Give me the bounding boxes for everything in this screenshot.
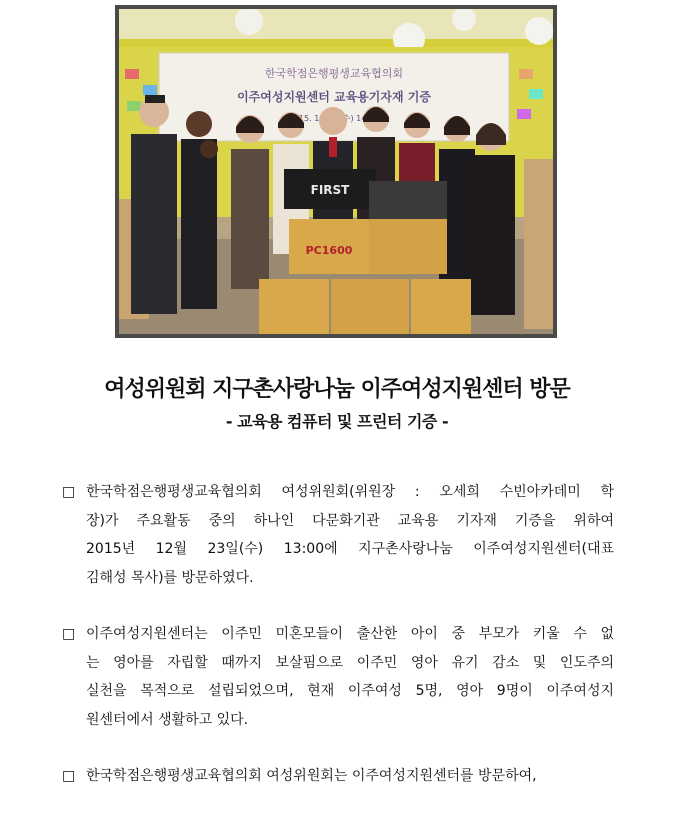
paragraph-2-line-3: 실천을 목적으로 설립되었으며, 현재 이주여성 5명, 영아 9명이 이주여성지: [86, 683, 614, 699]
paragraph-1-line-4: 김해성 목사)를 방문하였다.: [86, 569, 254, 586]
paragraph-2-line-4: 원센터에서 생활하고 있다.: [86, 711, 249, 728]
paragraph-1-line-1: 한국학점은행평생교육협의회 여성위원회(위원장 : 오세희 수빈아카데미 학: [86, 484, 614, 500]
paragraph-1-line-2: 장)가 주요활동 중의 하나인 다문화기관 교육용 기자재 기증을 위하여: [86, 512, 614, 529]
article-subtitle: - 교육용 컴퓨터 및 프린터 기증 -: [225, 412, 449, 431]
paragraph-1-line-3: 2015년 12월 23일(수) 13:00에 지구촌사랑나눔 이주여성지원센터(대표: [86, 541, 614, 557]
photo-scene: [119, 9, 553, 334]
article-title: 여성위원회 지구촌사랑나눔 이주여성지원센터 방문: [104, 377, 570, 402]
paragraph-2: [62, 620, 614, 734]
donated-boxes: [259, 169, 471, 334]
bullet: □: [62, 626, 76, 642]
banner-text-2: 이주여성지원센터 교육용기자재 기증: [237, 90, 431, 104]
bullet: □: [62, 484, 76, 500]
paragraph-2-line-2: 는 영아를 자립할 때까지 보살핌으로 이주민 영아 유기 감소 및 인도주의: [86, 654, 614, 671]
bullet: □: [62, 768, 76, 784]
photo-illustration: [119, 9, 553, 334]
article-heading: [0, 375, 674, 435]
box-label-2: PC1600: [305, 244, 353, 257]
group-photo: [115, 5, 557, 338]
paragraph-2-line-1: 이주여성지원센터는 이주민 미혼모들이 출산한 아이 중 부모가 키울 수 없: [86, 626, 614, 642]
paragraph-3: [62, 762, 614, 791]
banner-text-1: 한국학점은행평생교육협의회: [264, 67, 404, 80]
paragraph-3-line-1: 한국학점은행평생교육협의회 여성위원회는 이주여성지원센터를 방문하여,: [86, 768, 537, 784]
box-label: FIRST: [310, 183, 350, 197]
paragraph-1: [62, 478, 614, 592]
